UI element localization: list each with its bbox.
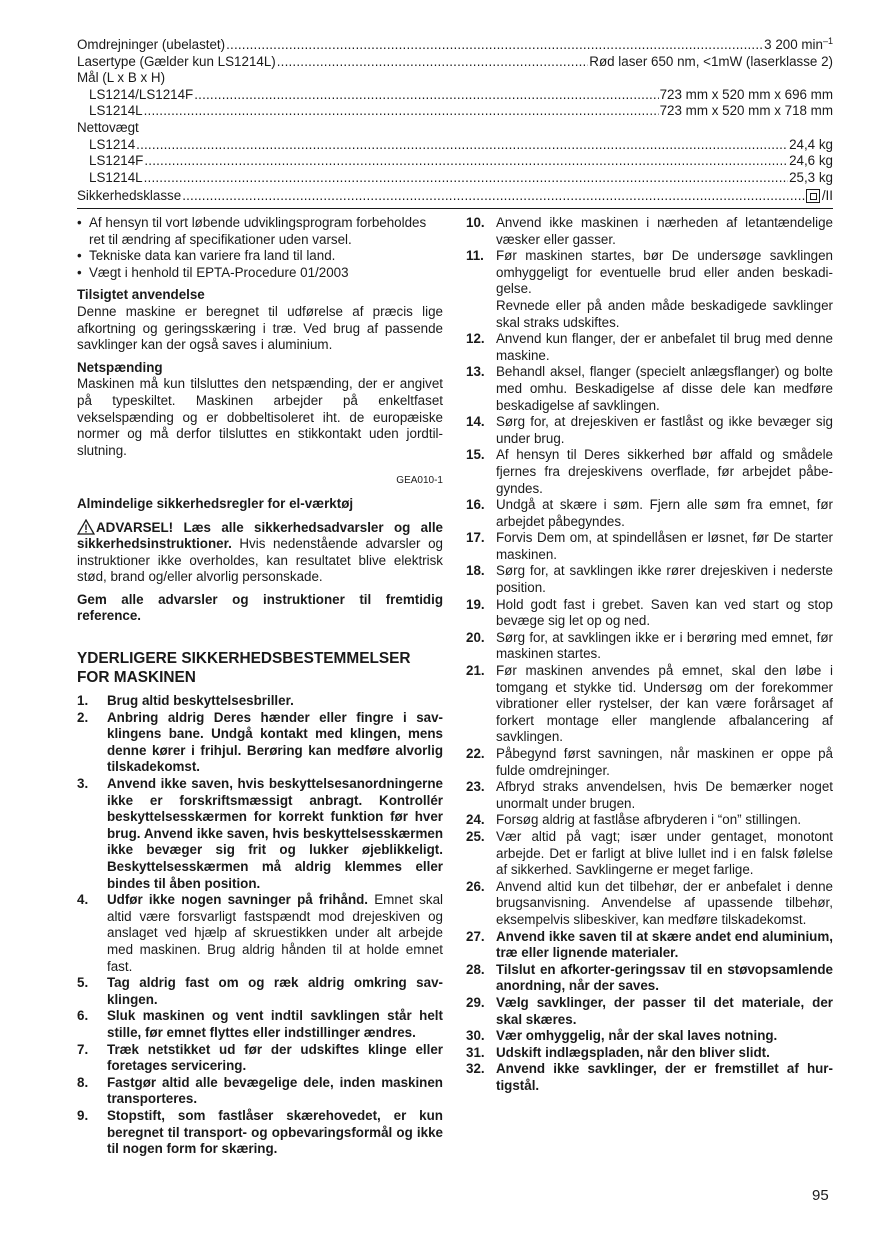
item-number: 22. [466, 746, 485, 761]
item-text: Tag aldrig fast om og ræk aldrig omkring savklingen. [107, 975, 443, 1007]
spec-value: 3 200 $\min^{-1}$ [764, 36, 833, 52]
item-number: 10. [466, 215, 485, 230]
item-text: Tilslut en afkorter-geringssav til en støvopsamlende anordning, når der saves. [496, 961, 833, 994]
bullet-icon: • [77, 215, 82, 230]
bullet-icon: • [77, 248, 82, 264]
safety-list-item [77, 1042, 443, 1075]
section-divider [77, 208, 833, 209]
item-number: 17. [466, 530, 485, 546]
safety-list-item [466, 248, 833, 331]
item-text: Træk netstikket ud før der udskiftes klinge eller foretages servicering. [107, 1041, 443, 1074]
safety-list-item [77, 710, 443, 776]
spec-value: Rød laser 650 nm, <1mW (laserklasse 2) [589, 53, 833, 69]
page-number: 95 [812, 1187, 829, 1204]
item-number: 27. [466, 928, 485, 944]
safety-list-item [466, 995, 833, 1028]
item-number: 25. [466, 828, 485, 844]
item-text: Anvend kun flanger, der er anbefalet til brug med denne maskine. [496, 331, 833, 363]
item-text: Sørg for, at savklingen ikke rører drejeskiven i nederste position. [496, 563, 833, 596]
item-number: 29. [466, 994, 485, 1010]
item-text: Sørg for, at savklingen ikke er i berøring med emnet, før maskinen startes. [496, 629, 833, 662]
item-number: 12. [466, 331, 485, 347]
safety-list-item [466, 1045, 833, 1062]
item-number: 15. [466, 447, 485, 463]
item-text: Anbring aldrig Deres hænder eller fingre i savklingens bane. Undgå kontakt med klingen, mens denne kører i frihjul. Berøring kan medføre alvorlig tilskadekomst. [107, 709, 443, 775]
item-text: Vær altid på vagt; især under gentaget, monotont arbejde. Det er farligt at blive lullet ind i en falsk følelse af sikkerhed. Savklingerne er meget farlige. [496, 828, 833, 878]
warning-paragraph: ADVARSEL! Læs alle sikkerhedsadvarsler og alle sikkerhedsinstruktioner. Hvis nedenstående advarsler og instruktioner ikke overholdes, kan resultatet blive elektrisk stød, brand og/eller alvorlig personskade. [77, 519, 443, 585]
item-number: 26. [466, 878, 485, 894]
safety-list-item [466, 497, 833, 530]
item-text: Fastgør altid alle bevægelige dele, inden maskinen transporteres. [107, 1074, 443, 1107]
item-text: Vær omhyggelig, når der skal laves notning. [496, 1028, 778, 1044]
spec-row-weight: LS1214F ..... 24,6 kg [77, 153, 833, 170]
power-supply-heading: Netspænding [77, 359, 163, 375]
item-number: 24. [466, 812, 485, 828]
item-text: Påbegynd først savningen, når maskinen er oppe på fulde omdrejninger. [496, 746, 833, 778]
safety-list-item [466, 597, 833, 630]
note-item: • Af hensyn til vort løbende udviklingsprogram forbeholdes ret til ændring af specifikationer uden varsel. [77, 215, 427, 247]
item-number: 21. [466, 663, 485, 679]
safety-list-item [466, 630, 833, 663]
specifications-table [77, 37, 833, 203]
safety-list-item [77, 1108, 443, 1158]
item-number: 13. [466, 364, 485, 380]
safety-list-item [77, 1008, 443, 1041]
item-number: 3. [77, 776, 89, 792]
item-text: Stopstift, som fastlåser skærehovedet, er kun beregnet til transport- og opbevaringsformål og ikke til nogen form for skæring. [107, 1107, 443, 1157]
item-number: 20. [466, 629, 485, 645]
safety-list-item [466, 1028, 833, 1045]
item-number: 30. [466, 1028, 485, 1044]
spec-value: /II [806, 186, 833, 205]
item-text: Udfør ikke nogen savninger på frihånd. Emnet skal altid være forsvarligt fastspændt mod drejeskiven og anslaget ved hjælp af skruestikken under alt arbejde med maskinen. Brug aldrig hånden til at holde emnet fast. [107, 892, 443, 974]
item-number: 9. [77, 1107, 89, 1123]
item-number: 23. [466, 779, 485, 795]
item-number: 16. [466, 497, 485, 513]
double-insulation-icon [806, 189, 820, 203]
item-text: Anvend ikke maskinen i nærheden af letantændelige væsker eller gasser. [496, 215, 833, 247]
general-safety-heading: Almindelige sikkerhedsregler for el-værktøj [77, 495, 354, 511]
item-number: 31. [466, 1044, 485, 1060]
spec-label: Sikkerhedsklasse [77, 188, 182, 204]
item-text: Forvis Dem om, at spindellåsen er løsnet, før De starter maskinen. [496, 530, 833, 562]
item-number: 5. [77, 975, 89, 991]
item-number: 7. [77, 1041, 89, 1057]
safety-list-item [466, 779, 833, 812]
item-text: Sørg for, at drejeskiven er fastlåst og ikke bevæger sig under brug. [496, 414, 833, 446]
left-column [77, 215, 443, 1158]
right-column [466, 215, 833, 1094]
safety-list-item [466, 929, 833, 962]
spec-row-dims: LS1214/LS1214F ..... 723 mm x 520 mm x 696 mm [77, 87, 833, 104]
safety-list-item [466, 812, 833, 829]
item-number: 4. [77, 892, 89, 908]
intended-use-heading: Tilsigtet anvendelse [77, 287, 205, 303]
safety-list-item [77, 892, 443, 975]
item-number: 2. [77, 709, 89, 725]
safety-list-item [466, 1061, 833, 1094]
safety-list-item [466, 414, 833, 447]
safety-list-item [466, 879, 833, 929]
keep-instructions-text: Gem alle advarsler og instruktioner til fremtidig reference. [77, 591, 443, 624]
item-text: Anvend altid kun det tilbehør, der er anbefalet i denne brugsanvisning. Anvendelse af upassende tilbehør, eksempelvis slibeskiver, kan medføre tilskadekomst. [496, 878, 833, 927]
document-code: GEA010-1 [396, 475, 443, 487]
safety-list-item [77, 693, 443, 710]
spec-row-weight: LS1214L ..... 25,3 kg [77, 170, 833, 187]
safety-list-item [77, 1075, 443, 1108]
spec-label: Nettovægt [77, 119, 139, 135]
spec-row-dims-header [77, 70, 833, 87]
item-number: 6. [77, 1008, 89, 1024]
item-text: Anvend ikke saven, hvis beskyttelsesanordningerne ikke er forskriftsmæssigt anbragt. Kontrollér beskyttelsesskærmen for korrekt funktion før hver brug. Anvend ikke saven, hvis beskyttelsesskærmen ikke bevæger sig frit og lukker øjeblikkeligt. Beskyttelsesskærmen må aldrig klemmes eller bindes til åben position. [107, 776, 443, 891]
item-text: Afbryd straks anvendelsen, hvis De bemærker noget unormalt under brugen. [496, 779, 833, 811]
note-item: • Vægt i henhold til EPTA-Procedure 01/2003 [77, 264, 349, 280]
item-text: Vælg savklinger, der passer til det materiale, der skal skæres. [496, 994, 833, 1027]
additional-safety-heading: YDERLIGERE SIKKERHEDSBESTEMMELSER FOR MASKINEN [77, 650, 411, 687]
safety-list-item [466, 331, 833, 364]
spec-row-dims: LS1214L ..... 723 mm x 520 mm x 718 mm [77, 103, 833, 120]
safety-list-item [466, 447, 833, 497]
item-number: 32. [466, 1061, 485, 1077]
item-text: Af hensyn til Deres sikkerhed bør affald og smådele fjernes fra drejeskivens overflade, før arbejdet påbegyndes. [496, 447, 833, 496]
spec-label: Mål (L x B x H) [77, 70, 166, 86]
safety-list-item [466, 829, 833, 879]
item-text: Anvend ikke saven til at skære andet end aluminium, træ eller lignende materialer. [496, 928, 833, 961]
item-text: Før maskinen startes, bør De undersøge savklingen omhyggeligt for eventuelle brud eller anden beskadigelse. Revnede eller på anden måde beskadigede savklinger skal straks udskiftes. [496, 248, 833, 330]
intended-use-text: Denne maskine er beregnet til udførelse af præcis lige afkortning og geringsskæring i træ. Ved brug af passende savklinger kan der også saves i aluminium. [77, 303, 443, 353]
item-text: Anvend ikke savklinger, der er fremstillet af hurtigstål. [496, 1061, 833, 1093]
safety-list-item [466, 530, 833, 563]
item-text: Forsøg aldrig at fastlåse afbryderen i “on” stillingen. [496, 812, 802, 828]
item-text: Sluk maskinen og vent indtil savklingen står helt stille, før emnet flyttes eller indstillinger ændres. [107, 1008, 443, 1040]
spec-label: Lasertype (Gælder kun LS1214L) [77, 53, 276, 69]
item-text: Før maskinen anvendes på emnet, skal den løbe i tomgang et stykke tid. Undersøg om der forekommer vibrationer eller rystelser, der kan være forårsaget af forkert montage eller manglende afbalancering af savklingen. [496, 663, 833, 745]
spec-row-weight: LS1214 ..... 24,4 kg [77, 137, 833, 154]
spec-row-weight-header [77, 120, 833, 137]
item-text: Behandl aksel, flanger (specielt anlægsflanger) og bolte med omhu. Beskadigelse af disse dele kan medføre beskadigelse af savklingen. [496, 364, 833, 413]
safety-list-item [466, 663, 833, 746]
safety-list-item [466, 215, 833, 248]
safety-list-item [466, 563, 833, 596]
power-supply-text: Maskinen må kun tilsluttes den netspænding, der er angivet på typeskiltet. Maskinen arbejder på enkeltfaset vekselspænding og er dobbeltisoleret iht. de europæiske normer og må derfor tilsluttes en stikkontakt uden jordtilslutning. [77, 376, 443, 458]
item-text: Udskift indlægspladen, når den bliver slidt. [496, 1044, 770, 1060]
bullet-icon: • [77, 264, 82, 280]
safety-list-item [77, 776, 443, 892]
item-text: Hold godt fast i grebet. Saven kan ved start og stop bevæge sig let op og ned. [496, 596, 833, 629]
note-item: • Tekniske data kan variere fra land til land. [77, 248, 336, 264]
safety-list-item [466, 962, 833, 995]
safety-list-item [466, 364, 833, 414]
safety-list-item [466, 746, 833, 779]
item-number: 1. [77, 693, 89, 709]
item-text: Undgå at skære i søm. Fjern alle søm fra emnet, før arbejdet påbegyndes. [496, 497, 833, 529]
safety-list-left [77, 693, 443, 1158]
spec-row-laser [77, 54, 833, 71]
item-number: 14. [466, 414, 485, 430]
item-number: 28. [466, 961, 485, 977]
warning-triangle-icon [77, 519, 95, 535]
spec-row-rpm [77, 37, 833, 54]
spec-row-safety-class [77, 186, 833, 203]
item-number: 18. [466, 563, 485, 579]
item-number: 8. [77, 1074, 89, 1090]
safety-list-item [77, 975, 443, 1008]
item-number: 11. [466, 248, 484, 264]
item-number: 19. [466, 596, 485, 612]
safety-list-right [466, 215, 833, 1094]
item-text: Brug altid beskyttelsesbriller. [107, 693, 294, 709]
spec-label: Omdrejninger (ubelastet) [77, 37, 226, 52]
